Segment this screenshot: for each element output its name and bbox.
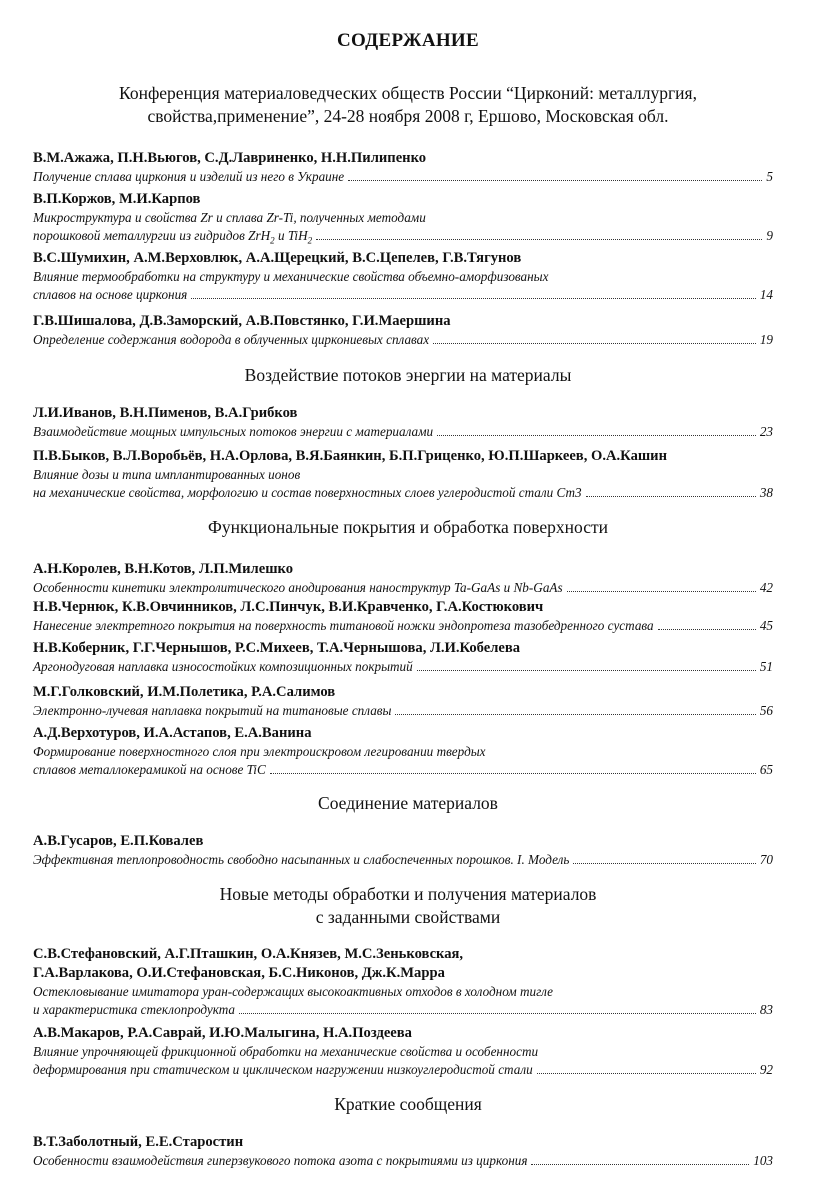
entry-title-line: [33, 331, 773, 349]
entry-title-text: Взаимодействие мощных импульсных потоков энергии с материалами: [33, 424, 434, 439]
entry-title-line: Влияние упрочняющей фрикционной обработки на механические свойства и особенности: [33, 1044, 539, 1059]
dot-leader: [270, 773, 756, 774]
entry-authors: Г.В.Шишалова, Д.В.Заморский, А.В.Повстянко, Г.И.Маершина: [33, 313, 451, 329]
entry-title-text: и характеристика стеклопродукта: [33, 1002, 236, 1017]
entry-page-number: 19: [759, 332, 773, 347]
toc-entry[interactable]: [33, 560, 773, 597]
section-heading-line: Новые методы обработки и получения материалов: [219, 884, 597, 904]
dot-leader: [531, 1164, 749, 1165]
entry-title-line: [33, 423, 773, 441]
entry-authors: С.В.Стефановский, А.Г.Пташкин, О.А.Князев, М.С.Зеньковская,: [33, 946, 464, 962]
entry-title-text: Определение содержания водорода в облученных циркониевых сплавах: [33, 332, 430, 347]
toc-entry[interactable]: [33, 190, 773, 250]
dot-leader: [573, 863, 755, 864]
entry-page-number: 70: [759, 852, 773, 867]
toc-entry[interactable]: [33, 832, 773, 869]
conference-heading: [60, 82, 756, 128]
dot-leader: [537, 1073, 756, 1074]
entry-title-text: Эффективная теплопроводность свободно насыпанных и слабоспеченных порошков. I. Модель: [33, 852, 570, 867]
entry-title-line: [33, 761, 773, 779]
entry-authors: Л.И.Иванов, В.Н.Пименов, В.А.Грибков: [33, 405, 298, 421]
toc-entry[interactable]: [33, 945, 773, 1019]
dot-leader: [567, 591, 756, 592]
entry-title-text: Аргонодуговая наплавка износостойких композиционных покрытий: [33, 659, 413, 674]
entry-title-text: Особенности взаимодействия гиперзвукового потока азота с покрытиями из циркония: [33, 1153, 528, 1168]
entry-page-number: 92: [759, 1062, 773, 1077]
entry-page-number: 5: [766, 169, 773, 184]
entry-title-line: [33, 1152, 773, 1170]
entry-title-line: Формирование поверхностного слоя при электроискровом легировании твердых: [33, 744, 486, 759]
entry-page-number: 56: [759, 703, 773, 718]
toc-entry[interactable]: [33, 149, 773, 186]
entry-page-number: 51: [759, 659, 773, 674]
entry-title-text: Электронно-лучевая наплавка покрытий на титановые сплавы: [33, 703, 392, 718]
entry-page-number: 65: [759, 762, 773, 777]
entry-title-line: Микроструктура и свойства Zr и сплава Zr-Ti, полученных методами: [33, 210, 426, 225]
toc-entry[interactable]: [33, 249, 773, 304]
entry-title-line: Влияние дозы и типа имплантированных ионов: [33, 467, 301, 482]
conference-heading-line: свойства,применение”, 24-28 ноября 2008 г, Ершово, Московская обл.: [147, 106, 669, 126]
entry-page-number: 23: [759, 424, 773, 439]
entry-title-line: Остекловывание имитатора уран-содержащих высокоактивных отходов в холодном тигле: [33, 984, 554, 999]
entry-title-line: Влияние термообработки на структуру и механические свойства объемно-аморфизованых: [33, 269, 549, 284]
entry-page-number: 103: [753, 1153, 773, 1168]
toc-entry[interactable]: [33, 639, 773, 676]
entry-title-line: [33, 1061, 773, 1079]
section-heading: Воздействие потоков энергии на материалы: [244, 365, 572, 385]
entry-authors: А.В.Гусаров, Е.П.Ковалев: [33, 833, 204, 849]
entry-authors: В.М.Ажажа, П.Н.Вьюгов, С.Д.Лавриненко, Н.Н.Пилипенко: [33, 150, 427, 166]
page-title: СОДЕРЖАНИЕ: [337, 30, 479, 51]
entry-page-number: 9: [766, 228, 773, 243]
entry-title-line: [33, 286, 773, 304]
toc-entry[interactable]: [33, 447, 773, 502]
section-heading: Функциональные покрытия и обработка поверхности: [208, 517, 608, 537]
dot-leader: [433, 343, 756, 344]
entry-authors: В.С.Шумихин, А.М.Верховлюк, А.А.Щерецкий, В.С.Цепелев, Г.В.Тягунов: [33, 250, 522, 266]
section-heading: Соединение материалов: [318, 793, 498, 813]
entry-authors: М.Г.Голковский, И.М.Полетика, Р.А.Салимов: [33, 684, 336, 700]
dot-leader: [437, 435, 756, 436]
dot-leader: [239, 1013, 756, 1014]
entry-authors: А.В.Макаров, Р.А.Саврай, И.Ю.Малыгина, Н.А.Поздеева: [33, 1025, 412, 1041]
entry-authors: Н.В.Чернюк, К.В.Овчинников, Л.С.Пинчук, В.И.Кравченко, Г.А.Костюкович: [33, 599, 544, 615]
entry-title-line: [33, 702, 773, 720]
entry-title-text: Нанесение электретного покрытия на поверхность титановой ножки эндопротеза тазобедренного сустава: [33, 618, 654, 633]
entry-title-line: [33, 658, 773, 676]
entry-title-text: сплавов металлокерамикой на основе TiC: [33, 762, 266, 777]
toc-entry[interactable]: [33, 683, 773, 720]
entry-authors: П.В.Быков, В.Л.Воробьёв, Н.А.Орлова, В.Я.Баянкин, Б.П.Гриценко, Ю.П.Шаркеев, О.А.Кашин: [33, 448, 668, 464]
entry-title-text: Особенности кинетики электролитического анодирования наноструктур Ta-GaAs и Nb-GaAs: [33, 580, 563, 595]
entry-authors: Н.В.Коберник, Г.Г.Чернышов, Р.С.Михеев, Т.А.Чернышова, Л.И.Кобелева: [33, 640, 521, 656]
dot-leader: [658, 629, 756, 630]
toc-entry[interactable]: [33, 312, 773, 349]
entry-page-number: 42: [759, 580, 773, 595]
dot-leader: [191, 298, 755, 299]
section-heading: Краткие сообщения: [334, 1094, 482, 1114]
dot-leader: [348, 180, 762, 181]
entry-title-text: на механические свойства, морфологию и состав поверхностных слоев углеродистой стали Ст3: [33, 485, 582, 500]
entry-page-number: 14: [759, 287, 773, 302]
entry-title-line: [33, 484, 773, 502]
entry-authors: А.Н.Королев, В.Н.Котов, Л.П.Милешко: [33, 561, 294, 577]
entry-authors: Г.А.Варлакова, О.И.Стефановская, Б.С.Никонов, Дж.К.Марра: [33, 965, 445, 981]
entry-authors: В.П.Коржов, М.И.Карпов: [33, 191, 201, 207]
entry-title-text: деформирования при статическом и циклическом нагружении низкоуглеродистой стали: [33, 1062, 533, 1077]
entry-authors: А.Д.Верхотуров, И.А.Астапов, Е.А.Ванина: [33, 725, 312, 741]
entry-title-text: порошковой металлургии из гидридов ZrH$_2$ и TiH$_2$: [33, 228, 313, 246]
conference-heading-line: Конференция материаловедческих обществ России “Цирконий: металлургия,: [119, 83, 697, 103]
entry-title-line: [33, 851, 773, 869]
toc-entry[interactable]: [33, 1133, 773, 1170]
entry-authors: В.Т.Заболотный, Е.Е.Старостин: [33, 1134, 244, 1150]
entry-title-line: [33, 1001, 773, 1019]
entry-title-text: сплавов на основе циркония: [33, 287, 188, 302]
entry-page-number: 38: [759, 485, 773, 500]
entry-title-line: [33, 617, 773, 635]
entry-title-text: Получение сплава циркония и изделий из него в Украине: [33, 169, 345, 184]
toc-entry[interactable]: [33, 1024, 773, 1079]
toc-entry[interactable]: [33, 404, 773, 441]
dot-leader: [586, 496, 756, 497]
dot-leader: [316, 239, 762, 240]
entry-title-line: [33, 168, 773, 186]
toc-entry[interactable]: [33, 598, 773, 635]
entry-page-number: 83: [759, 1002, 773, 1017]
entry-page-number: 45: [759, 618, 773, 633]
section-heading: [0, 883, 816, 929]
dot-leader: [417, 670, 756, 671]
entry-title-line: [33, 579, 773, 597]
toc-entry[interactable]: [33, 724, 773, 779]
dot-leader: [395, 714, 755, 715]
entry-title-line: [33, 227, 773, 250]
section-heading-line: с заданными свойствами: [315, 907, 501, 927]
